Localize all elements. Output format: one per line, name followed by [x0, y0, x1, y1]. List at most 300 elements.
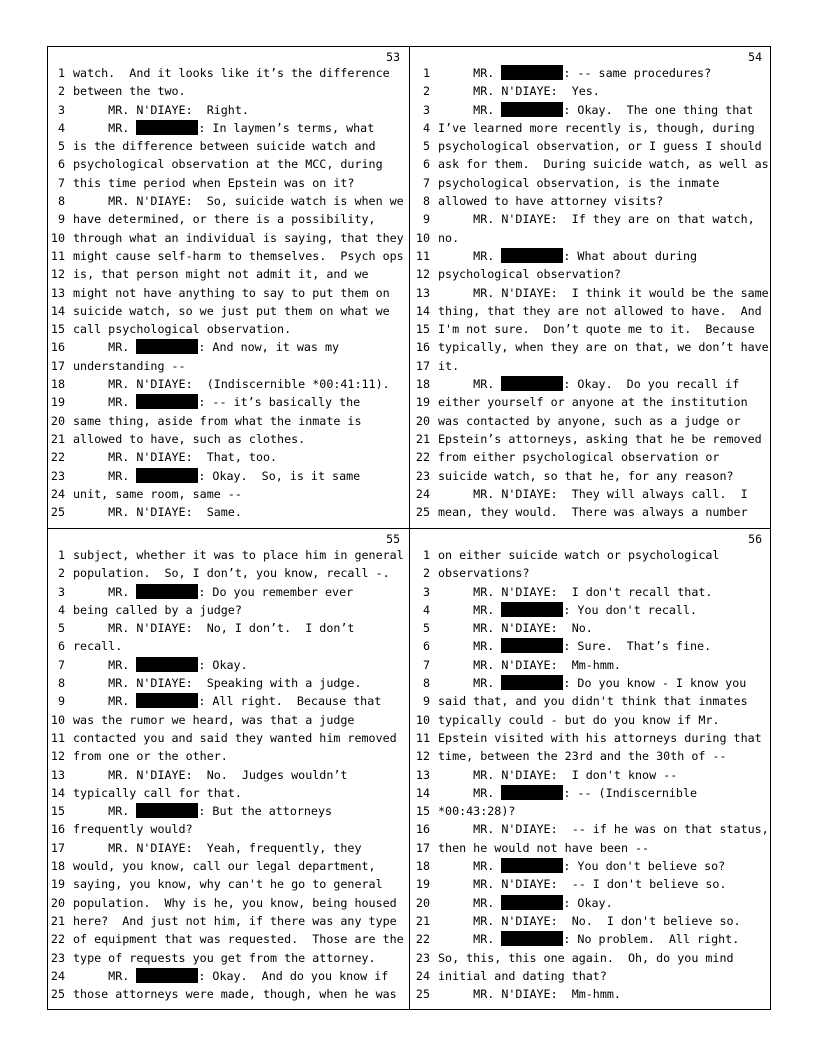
line-number: 4: [57, 120, 65, 135]
transcript-line: [48, 375, 408, 393]
line-text: MR. : -- (Indiscernible: [438, 785, 698, 800]
line-number: 25: [415, 505, 430, 520]
transcript-line: [48, 820, 408, 838]
line-text: MR. : Do you know - I know you: [438, 676, 747, 691]
line-number: 2: [422, 84, 430, 99]
transcript-line: [410, 839, 770, 857]
transcript-line: [48, 338, 408, 356]
line-text: was the rumor we heard, was that a judge: [73, 712, 355, 727]
transcript-line: [48, 912, 408, 930]
line-text: from one or the other.: [73, 749, 228, 764]
line-number: 22: [50, 932, 65, 947]
transcript-sheet: [47, 46, 771, 1010]
line-number: 17: [415, 358, 430, 373]
redaction-bar: [501, 638, 563, 653]
line-text: might cause self-harm to themselves. Psych ops: [73, 248, 404, 263]
transcript-line: [410, 137, 770, 155]
transcript-line: [410, 894, 770, 912]
line-number: 13: [50, 285, 65, 300]
line-number: 18: [415, 859, 430, 874]
page-lines: [410, 64, 770, 521]
transcript-line: [48, 784, 408, 802]
transcript-line: [48, 247, 408, 265]
line-text: MR. N'DIAYE: Yes.: [438, 84, 600, 99]
line-text: MR. N'DIAYE: Speaking with a judge.: [73, 676, 362, 691]
transcript-line: [48, 137, 408, 155]
line-text: MR. N'DIAYE: Yeah, frequently, they: [73, 840, 362, 855]
page-lines: [48, 546, 408, 1003]
line-text: MR. : -- same procedures?: [438, 66, 712, 80]
transcript-line: [410, 82, 770, 100]
transcript-line: [410, 155, 770, 173]
line-number: 6: [422, 639, 430, 654]
redaction-bar: [136, 120, 198, 135]
transcript-line: [48, 229, 408, 247]
line-text: time, between the 23rd and the 30th of --: [438, 749, 727, 764]
line-number: 2: [57, 566, 65, 581]
line-number: 15: [50, 322, 65, 337]
line-number: 19: [50, 395, 65, 410]
line-text: would, you know, call our legal department,: [73, 859, 376, 874]
transcript-line: [48, 155, 408, 173]
line-number: 21: [415, 913, 430, 928]
transcript-line: [410, 656, 770, 674]
line-text: allowed to have, such as clothes.: [73, 431, 306, 446]
line-text: those attorneys were made, though, when he was: [73, 987, 397, 1002]
line-number: 12: [415, 749, 430, 764]
line-number: 21: [415, 431, 430, 446]
transcript-line: [410, 711, 770, 729]
line-text: MR. : What about during: [438, 248, 698, 263]
line-number: 18: [50, 859, 65, 874]
transcript-line: [410, 101, 770, 119]
line-text: MR. : And now, it was my: [73, 340, 340, 355]
line-number: 10: [50, 712, 65, 727]
transcript-line: [410, 174, 770, 192]
line-number: 8: [57, 194, 65, 209]
line-text: Epstein’s attorneys, asking that he be removed: [438, 431, 762, 446]
line-number: 11: [50, 248, 65, 263]
line-number: 21: [50, 913, 65, 928]
line-text: either yourself or anyone at the institution: [438, 395, 748, 410]
line-text: MR. N'DIAYE: So, suicide watch is when we: [73, 194, 404, 209]
transcript-line: [48, 174, 408, 192]
transcript-line: [410, 546, 770, 564]
line-number: 4: [57, 602, 65, 617]
line-number: 17: [415, 840, 430, 855]
line-number: 17: [50, 840, 65, 855]
line-text: psychological observation at the MCC, during: [73, 157, 383, 172]
line-number: 3: [422, 102, 430, 117]
transcript-line: [48, 64, 408, 82]
line-text: Epstein visited with his attorneys during that: [438, 730, 762, 745]
line-text: might not have anything to say to put them on: [73, 285, 390, 300]
line-text: on either suicide watch or psychological: [438, 548, 720, 562]
transcript-line: [410, 875, 770, 893]
line-number: 10: [50, 230, 65, 245]
line-number: 16: [415, 340, 430, 355]
line-number: 6: [57, 157, 65, 172]
line-text: frequently would?: [73, 822, 193, 837]
line-text: psychological observation?: [438, 267, 621, 282]
transcript-line: [48, 967, 408, 985]
transcript-line: [410, 503, 770, 521]
line-number: 18: [415, 377, 430, 392]
line-text: MR. : In laymen’s terms, what: [73, 120, 375, 135]
line-number: 19: [415, 395, 430, 410]
line-text: MR. N'DIAYE: No. I don't believe so.: [438, 913, 741, 928]
line-number: 20: [415, 413, 430, 428]
page-number: 55: [386, 532, 400, 546]
line-number: 1: [57, 66, 65, 80]
line-text: MR. : -- it’s basically the: [73, 395, 361, 410]
transcript-line: [410, 766, 770, 784]
line-text: suicide watch, so we just put them on what we: [73, 303, 390, 318]
line-number: 25: [415, 987, 430, 1002]
line-number: 19: [50, 877, 65, 892]
page-number: 54: [748, 50, 762, 64]
line-text: MR. N'DIAYE: No, I don’t. I don’t: [73, 621, 355, 636]
line-text: MR. : Sure. That’s fine.: [438, 639, 712, 654]
line-text: MR. N'DIAYE: Mm-hmm.: [438, 657, 621, 672]
transcript-line: [48, 82, 408, 100]
line-text: initial and dating that?: [438, 968, 607, 983]
transcript-line: [48, 949, 408, 967]
transcript-line: [48, 467, 408, 485]
line-number: 16: [50, 822, 65, 837]
line-text: saying, you know, why can't he go to general: [73, 877, 383, 892]
transcript-line: [48, 448, 408, 466]
transcript-line: [410, 302, 770, 320]
line-text: thing, that they are not allowed to have. And: [438, 303, 762, 318]
redaction-bar: [136, 394, 198, 409]
transcript-line: [410, 802, 770, 820]
transcript-line: [48, 601, 408, 619]
line-text: recall.: [73, 639, 123, 654]
transcript-line: [410, 857, 770, 875]
transcript-line: [48, 839, 408, 857]
line-number: 6: [57, 639, 65, 654]
line-text: MR. N'DIAYE: -- if he was on that status,: [438, 822, 769, 837]
line-number: 9: [422, 212, 430, 227]
line-text: then he would not have been --: [438, 840, 650, 855]
line-text: unit, same room, same --: [73, 486, 242, 501]
line-number: 7: [422, 657, 430, 672]
line-text: MR. : Okay. So, is it same: [73, 468, 361, 483]
transcript-line: [410, 967, 770, 985]
line-number: 25: [50, 505, 65, 520]
line-number: 2: [422, 566, 430, 581]
line-number: 13: [415, 285, 430, 300]
transcript-line: [48, 503, 408, 521]
line-text: observations?: [438, 566, 530, 581]
line-text: from either psychological observation or: [438, 450, 720, 465]
line-text: type of requests you get from the attorney.: [73, 950, 376, 965]
line-text: MR. N'DIAYE: No.: [438, 621, 593, 636]
line-number: 9: [57, 694, 65, 709]
transcript-line: [410, 229, 770, 247]
line-number: 3: [57, 102, 65, 117]
line-text: MR. : Okay. And do you know if: [73, 968, 389, 983]
line-text: typically call for that.: [73, 785, 242, 800]
line-number: 23: [50, 950, 65, 965]
line-number: 4: [422, 602, 430, 617]
transcript-line: [48, 210, 408, 228]
line-text: was contacted by anyone, such as a judge or: [438, 413, 741, 428]
line-text: ask for them. During suicide watch, as well as: [438, 157, 769, 172]
line-text: So, this, this one again. Oh, do you mind: [438, 950, 734, 965]
line-number: 20: [50, 413, 65, 428]
transcript-line: [48, 393, 408, 411]
transcript-line: [48, 692, 408, 710]
transcript-line: [410, 485, 770, 503]
transcript-line: [410, 820, 770, 838]
transcript-line: [48, 637, 408, 655]
line-text: I'm not sure. Don’t quote me to it. Because: [438, 322, 755, 337]
line-text: MR. N'DIAYE: That, too.: [73, 450, 278, 465]
transcript-line: [48, 985, 408, 1003]
page-56: [410, 529, 770, 1009]
line-text: have determined, or there is a possibility,: [73, 212, 376, 227]
transcript-line: [410, 210, 770, 228]
line-text: mean, they would. There was always a number: [438, 505, 748, 520]
line-text: same thing, aside from what the inmate is: [73, 413, 362, 428]
line-number: 15: [50, 804, 65, 819]
line-number: 4: [422, 120, 430, 135]
line-number: 1: [422, 548, 430, 562]
transcript-line: [48, 412, 408, 430]
line-text: MR. N'DIAYE: They will always call. I: [438, 486, 748, 501]
redaction-bar: [136, 803, 198, 818]
line-number: 8: [57, 676, 65, 691]
line-text: MR. N'DIAYE: I don't know --: [438, 767, 678, 782]
transcript-line: [410, 619, 770, 637]
page-55: [48, 529, 408, 1009]
transcript-line: [48, 101, 408, 119]
line-number: 11: [415, 248, 430, 263]
line-number: 25: [50, 987, 65, 1002]
line-number: 21: [50, 431, 65, 446]
transcript-line: [410, 784, 770, 802]
line-text: said that, and you didn't think that inmates: [438, 694, 748, 709]
line-text: MR. N'DIAYE: (Indiscernible *00:41:11).: [73, 377, 390, 392]
line-text: MR. : Okay. Do you recall if: [438, 377, 740, 392]
line-text: here? And just not him, if there was any type: [73, 913, 397, 928]
transcript-line: [410, 564, 770, 582]
line-text: MR. : But the attorneys: [73, 804, 333, 819]
line-text: typically could - but do you know if Mr.: [438, 712, 720, 727]
line-number: 5: [422, 139, 430, 154]
line-number: 18: [50, 377, 65, 392]
line-text: psychological observation, or I guess I should: [438, 139, 762, 154]
line-number: 10: [415, 230, 430, 245]
line-text: is the difference between suicide watch and: [73, 139, 376, 154]
page-53: [48, 47, 408, 527]
transcript-line: [410, 467, 770, 485]
line-text: MR. : Do you remember ever: [73, 584, 354, 599]
line-number: 22: [50, 450, 65, 465]
transcript-line: [410, 674, 770, 692]
line-number: 14: [50, 785, 65, 800]
transcript-line: [410, 393, 770, 411]
line-number: 20: [50, 895, 65, 910]
transcript-line: [410, 583, 770, 601]
transcript-line: [48, 729, 408, 747]
line-text: MR. N'DIAYE: I don't recall that.: [438, 584, 713, 599]
line-text: population. Why is he, you know, being housed: [73, 895, 397, 910]
line-text: *00:43:28)?: [438, 804, 516, 819]
page-number: 53: [386, 50, 400, 64]
line-number: 24: [50, 486, 65, 501]
page-54: [410, 47, 770, 527]
line-number: 10: [415, 712, 430, 727]
redaction-bar: [136, 968, 198, 983]
line-number: 5: [422, 621, 430, 636]
line-text: psychological observation, is the inmate: [438, 175, 720, 190]
line-number: 1: [57, 548, 65, 562]
line-number: 15: [415, 322, 430, 337]
line-text: typically, when they are on that, we don’t have: [438, 340, 769, 355]
line-text: it.: [438, 358, 460, 373]
transcript-line: [410, 430, 770, 448]
transcript-line: [410, 338, 770, 356]
transcript-line: [48, 619, 408, 637]
line-number: 14: [415, 785, 430, 800]
transcript-line: [410, 985, 770, 1003]
line-number: 1: [422, 66, 430, 80]
line-text: of equipment that was requested. Those are the: [73, 932, 404, 947]
line-text: MR. : You don't believe so?: [438, 859, 726, 874]
line-number: 16: [50, 340, 65, 355]
redaction-bar: [501, 675, 563, 690]
transcript-line: [48, 802, 408, 820]
transcript-line: [48, 930, 408, 948]
line-text: is, that person might not admit it, and we: [73, 267, 369, 282]
line-number: 14: [415, 303, 430, 318]
line-number: 11: [415, 730, 430, 745]
line-number: 8: [422, 676, 430, 691]
redaction-bar: [501, 931, 563, 946]
transcript-line: [48, 564, 408, 582]
redaction-bar: [501, 895, 563, 910]
line-text: MR. : Okay. The one thing that: [438, 102, 754, 117]
line-number: 24: [50, 968, 65, 983]
transcript-line: [48, 711, 408, 729]
line-number: 3: [422, 584, 430, 599]
line-text: watch. And it looks like it’s the difference: [73, 66, 390, 80]
line-number: 13: [415, 767, 430, 782]
line-number: 12: [415, 267, 430, 282]
line-text: MR. N'DIAYE: -- I don't believe so.: [438, 877, 727, 892]
line-text: MR. : All right. Because that: [73, 694, 382, 709]
line-number: 12: [50, 267, 65, 282]
redaction-bar: [501, 858, 563, 873]
transcript-line: [48, 192, 408, 210]
redaction-bar: [136, 693, 198, 708]
transcript-line: [410, 247, 770, 265]
line-number: 19: [415, 877, 430, 892]
transcript-line: [410, 357, 770, 375]
transcript-line: [410, 692, 770, 710]
page-lines: [48, 64, 408, 521]
transcript-line: [48, 302, 408, 320]
line-number: 12: [50, 749, 65, 764]
line-text: MR. N'DIAYE: Right.: [73, 102, 249, 117]
redaction-bar: [501, 785, 563, 800]
transcript-line: [48, 656, 408, 674]
page-number: 56: [748, 532, 762, 546]
redaction-bar: [136, 584, 198, 599]
transcript-line: [48, 357, 408, 375]
line-text: MR. : No problem. All right.: [438, 932, 740, 947]
line-text: between the two.: [73, 84, 186, 99]
line-number: 13: [50, 767, 65, 782]
line-number: 9: [57, 212, 65, 227]
line-number: 2: [57, 84, 65, 99]
line-text: subject, whether it was to place him in general: [73, 548, 404, 562]
transcript-line: [48, 747, 408, 765]
line-number: 9: [422, 694, 430, 709]
line-number: 17: [50, 358, 65, 373]
line-number: 16: [415, 822, 430, 837]
redaction-bar: [501, 102, 563, 117]
line-number: 24: [415, 968, 430, 983]
transcript-line: [48, 265, 408, 283]
transcript-line: [410, 284, 770, 302]
line-number: 23: [415, 950, 430, 965]
line-text: MR. N'DIAYE: Same.: [73, 505, 242, 520]
redaction-bar: [136, 468, 198, 483]
transcript-line: [48, 546, 408, 564]
line-number: 3: [57, 584, 65, 599]
transcript-line: [48, 875, 408, 893]
line-number: 11: [50, 730, 65, 745]
transcript-line: [410, 265, 770, 283]
line-text: MR. : Okay.: [438, 895, 613, 910]
line-text: MR. : Okay.: [73, 657, 248, 672]
transcript-line: [48, 894, 408, 912]
line-number: 22: [415, 932, 430, 947]
line-text: MR. N'DIAYE: Mm-hmm.: [438, 987, 621, 1002]
line-text: I’ve learned more recently is, though, during: [438, 120, 755, 135]
line-number: 5: [57, 139, 65, 154]
transcript-line: [48, 766, 408, 784]
line-number: 22: [415, 450, 430, 465]
transcript-line: [410, 601, 770, 619]
transcript-line: [48, 284, 408, 302]
transcript-line: [410, 412, 770, 430]
transcript-line: [410, 747, 770, 765]
line-number: 7: [422, 175, 430, 190]
transcript-line: [48, 430, 408, 448]
line-number: 23: [50, 468, 65, 483]
transcript-line: [410, 637, 770, 655]
line-text: through what an individual is saying, that they: [73, 230, 404, 245]
transcript-line: [410, 729, 770, 747]
transcript-line: [48, 583, 408, 601]
page-lines: [410, 546, 770, 1003]
transcript-line: [48, 485, 408, 503]
redaction-bar: [501, 65, 563, 80]
line-text: suicide watch, so that he, for any reason?: [438, 468, 734, 483]
line-number: 5: [57, 621, 65, 636]
line-text: MR. N'DIAYE: If they are on that watch,: [438, 212, 755, 227]
line-number: 15: [415, 804, 430, 819]
transcript-line: [410, 949, 770, 967]
transcript-line: [410, 119, 770, 137]
redaction-bar: [136, 339, 198, 354]
transcript-line: [410, 448, 770, 466]
